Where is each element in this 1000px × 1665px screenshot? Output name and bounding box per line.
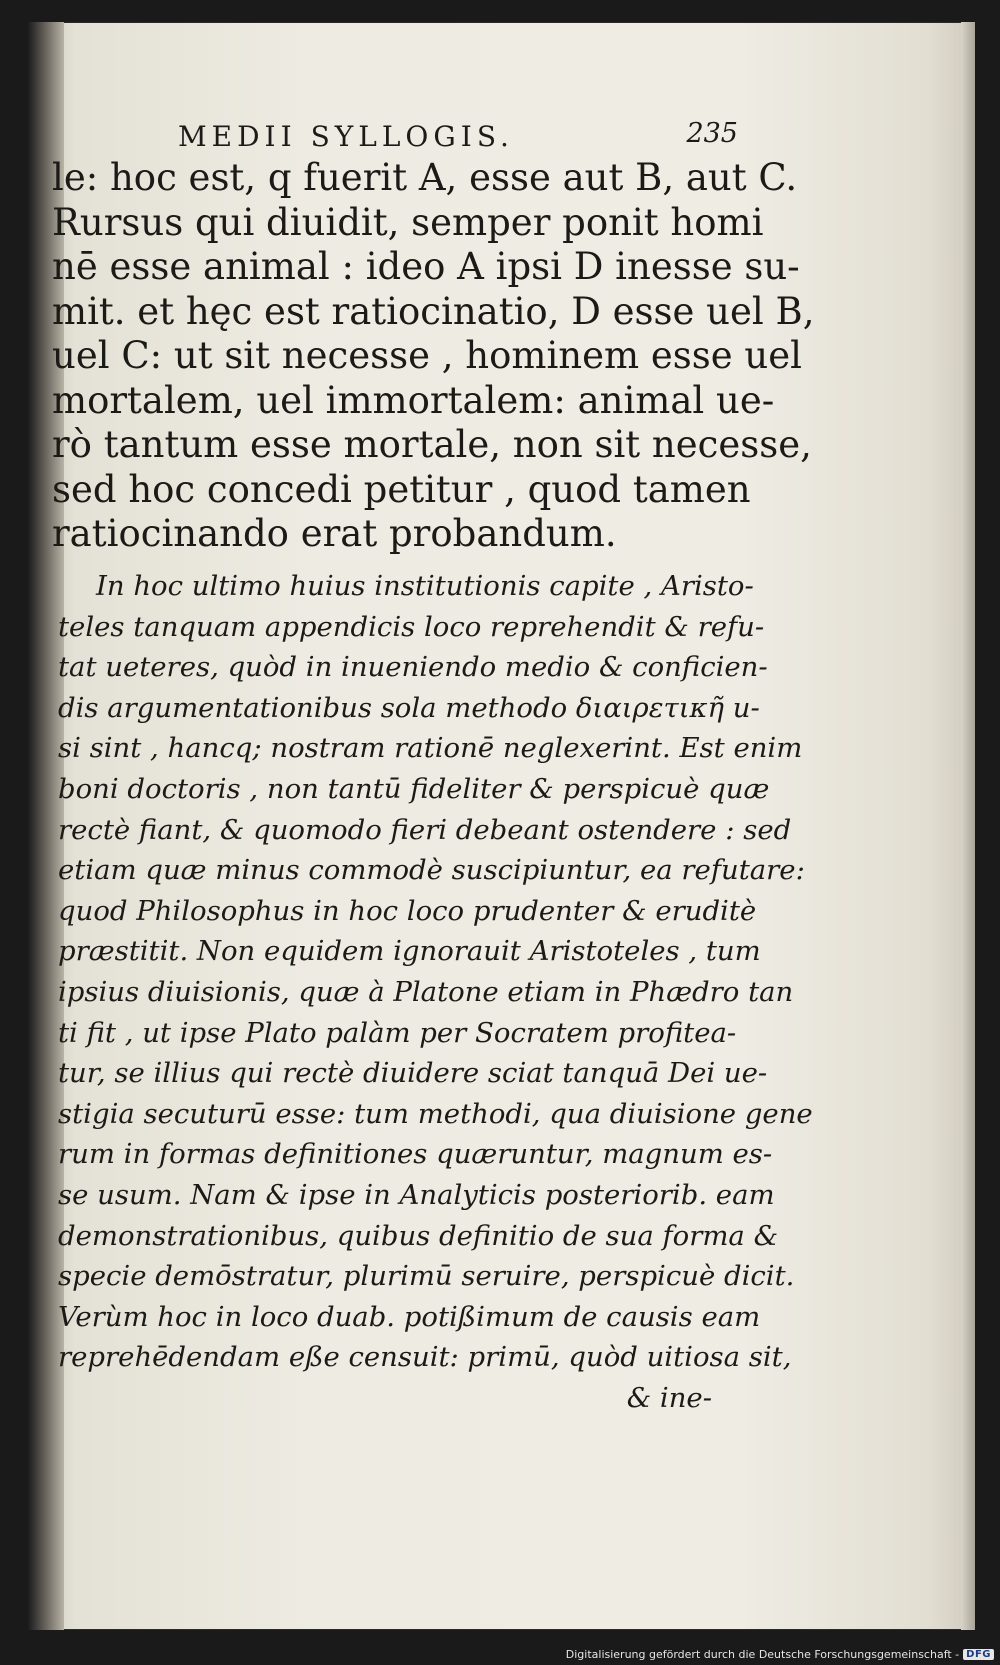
italic-line: se usum. Nam & ipse in Analyticis posteriorib. eam xyxy=(58,1178,775,1211)
italic-line: teles tanquam appendicis loco reprehendit & refu- xyxy=(58,610,765,643)
roman-line: ratiocinando erat probandum. xyxy=(52,512,617,555)
italic-line: boni doctoris , non tantū fideliter & perspicuè quæ xyxy=(58,772,770,805)
roman-line: mit. et hęc est ratiocinatio, D esse uel B, xyxy=(52,289,815,333)
italic-line: si sint , hancq; nostram rationē neglexerint. Est enim xyxy=(58,732,803,765)
italic-line: præstitit. Non equidem ignorauit Aristoteles , tum xyxy=(58,935,761,968)
page-number: 235 xyxy=(686,118,738,149)
italic-line: rum in formas definitiones quæruntur, magnum es- xyxy=(58,1138,773,1171)
roman-line: sed hoc concedi petitur , quod tamen xyxy=(52,467,751,511)
italic-line: specie demōstratur, plurimū seruire, perspicuè dicit. xyxy=(58,1260,795,1293)
italic-line: rectè fiant, & quomodo fieri debeant ostendere : sed xyxy=(58,813,792,846)
italic-line: reprehēdendam eße censuit: primū, quòd uitiosa sit, xyxy=(58,1341,792,1374)
roman-line: Rursus qui diuidit, semper ponit homi xyxy=(52,200,764,244)
catchword: & ine- xyxy=(626,1381,712,1414)
credit-text: Digitalisierung gefördert durch die Deutsche Forschungsgemeinschaft - xyxy=(565,1648,960,1661)
italic-line: dis argumentationibus sola methodo διαιρετικῆ u- xyxy=(58,691,760,724)
running-head xyxy=(178,116,738,156)
dfg-logo: DFG xyxy=(963,1649,994,1660)
italic-commentary-block xyxy=(58,566,813,1418)
italic-line: tur, se illius qui rectè diuidere sciat tanquā Dei ue- xyxy=(58,1057,768,1090)
italic-line: Verùm hoc in loco duab. potißimum de causis eam xyxy=(58,1300,761,1333)
page-edge xyxy=(961,22,975,1630)
roman-line: mortalem, uel immortalem: animal ue- xyxy=(52,378,775,422)
italic-line: demonstrationibus, quibus definitio de sua forma & xyxy=(58,1219,779,1252)
roman-line: nē esse animal : ideo A ipsi D inesse su- xyxy=(52,245,800,288)
roman-line: uel C: ut sit necesse , hominem esse uel xyxy=(52,334,802,377)
italic-line: tat ueteres, quòd in inueniendo medio & conficien- xyxy=(58,651,768,684)
roman-line: le: hoc est, q fuerit A, esse aut B, aut C. xyxy=(52,156,798,199)
running-head-title: MEDII SYLLOGIS. xyxy=(178,120,514,153)
roman-line: rò tantum esse mortale, non sit necesse, xyxy=(52,423,812,466)
italic-line: In hoc ultimo huius institutionis capite , Aristo- xyxy=(96,570,754,602)
italic-line: ti fit , ut ipse Plato palàm per Socratem profitea- xyxy=(58,1016,737,1049)
italic-line: stigia secuturū esse: tum methodi, qua diuisione gene xyxy=(58,1097,813,1130)
roman-text-block xyxy=(52,156,815,557)
italic-line: ipsius diuisionis, quæ à Platone etiam in Phædro tan xyxy=(58,975,794,1008)
italic-line: quod Philosophus in hoc loco prudenter & eruditè xyxy=(58,894,757,927)
italic-line: etiam quæ minus commodè suscipiuntur, ea refutare: xyxy=(58,854,805,887)
digitization-credit xyxy=(566,1648,994,1661)
